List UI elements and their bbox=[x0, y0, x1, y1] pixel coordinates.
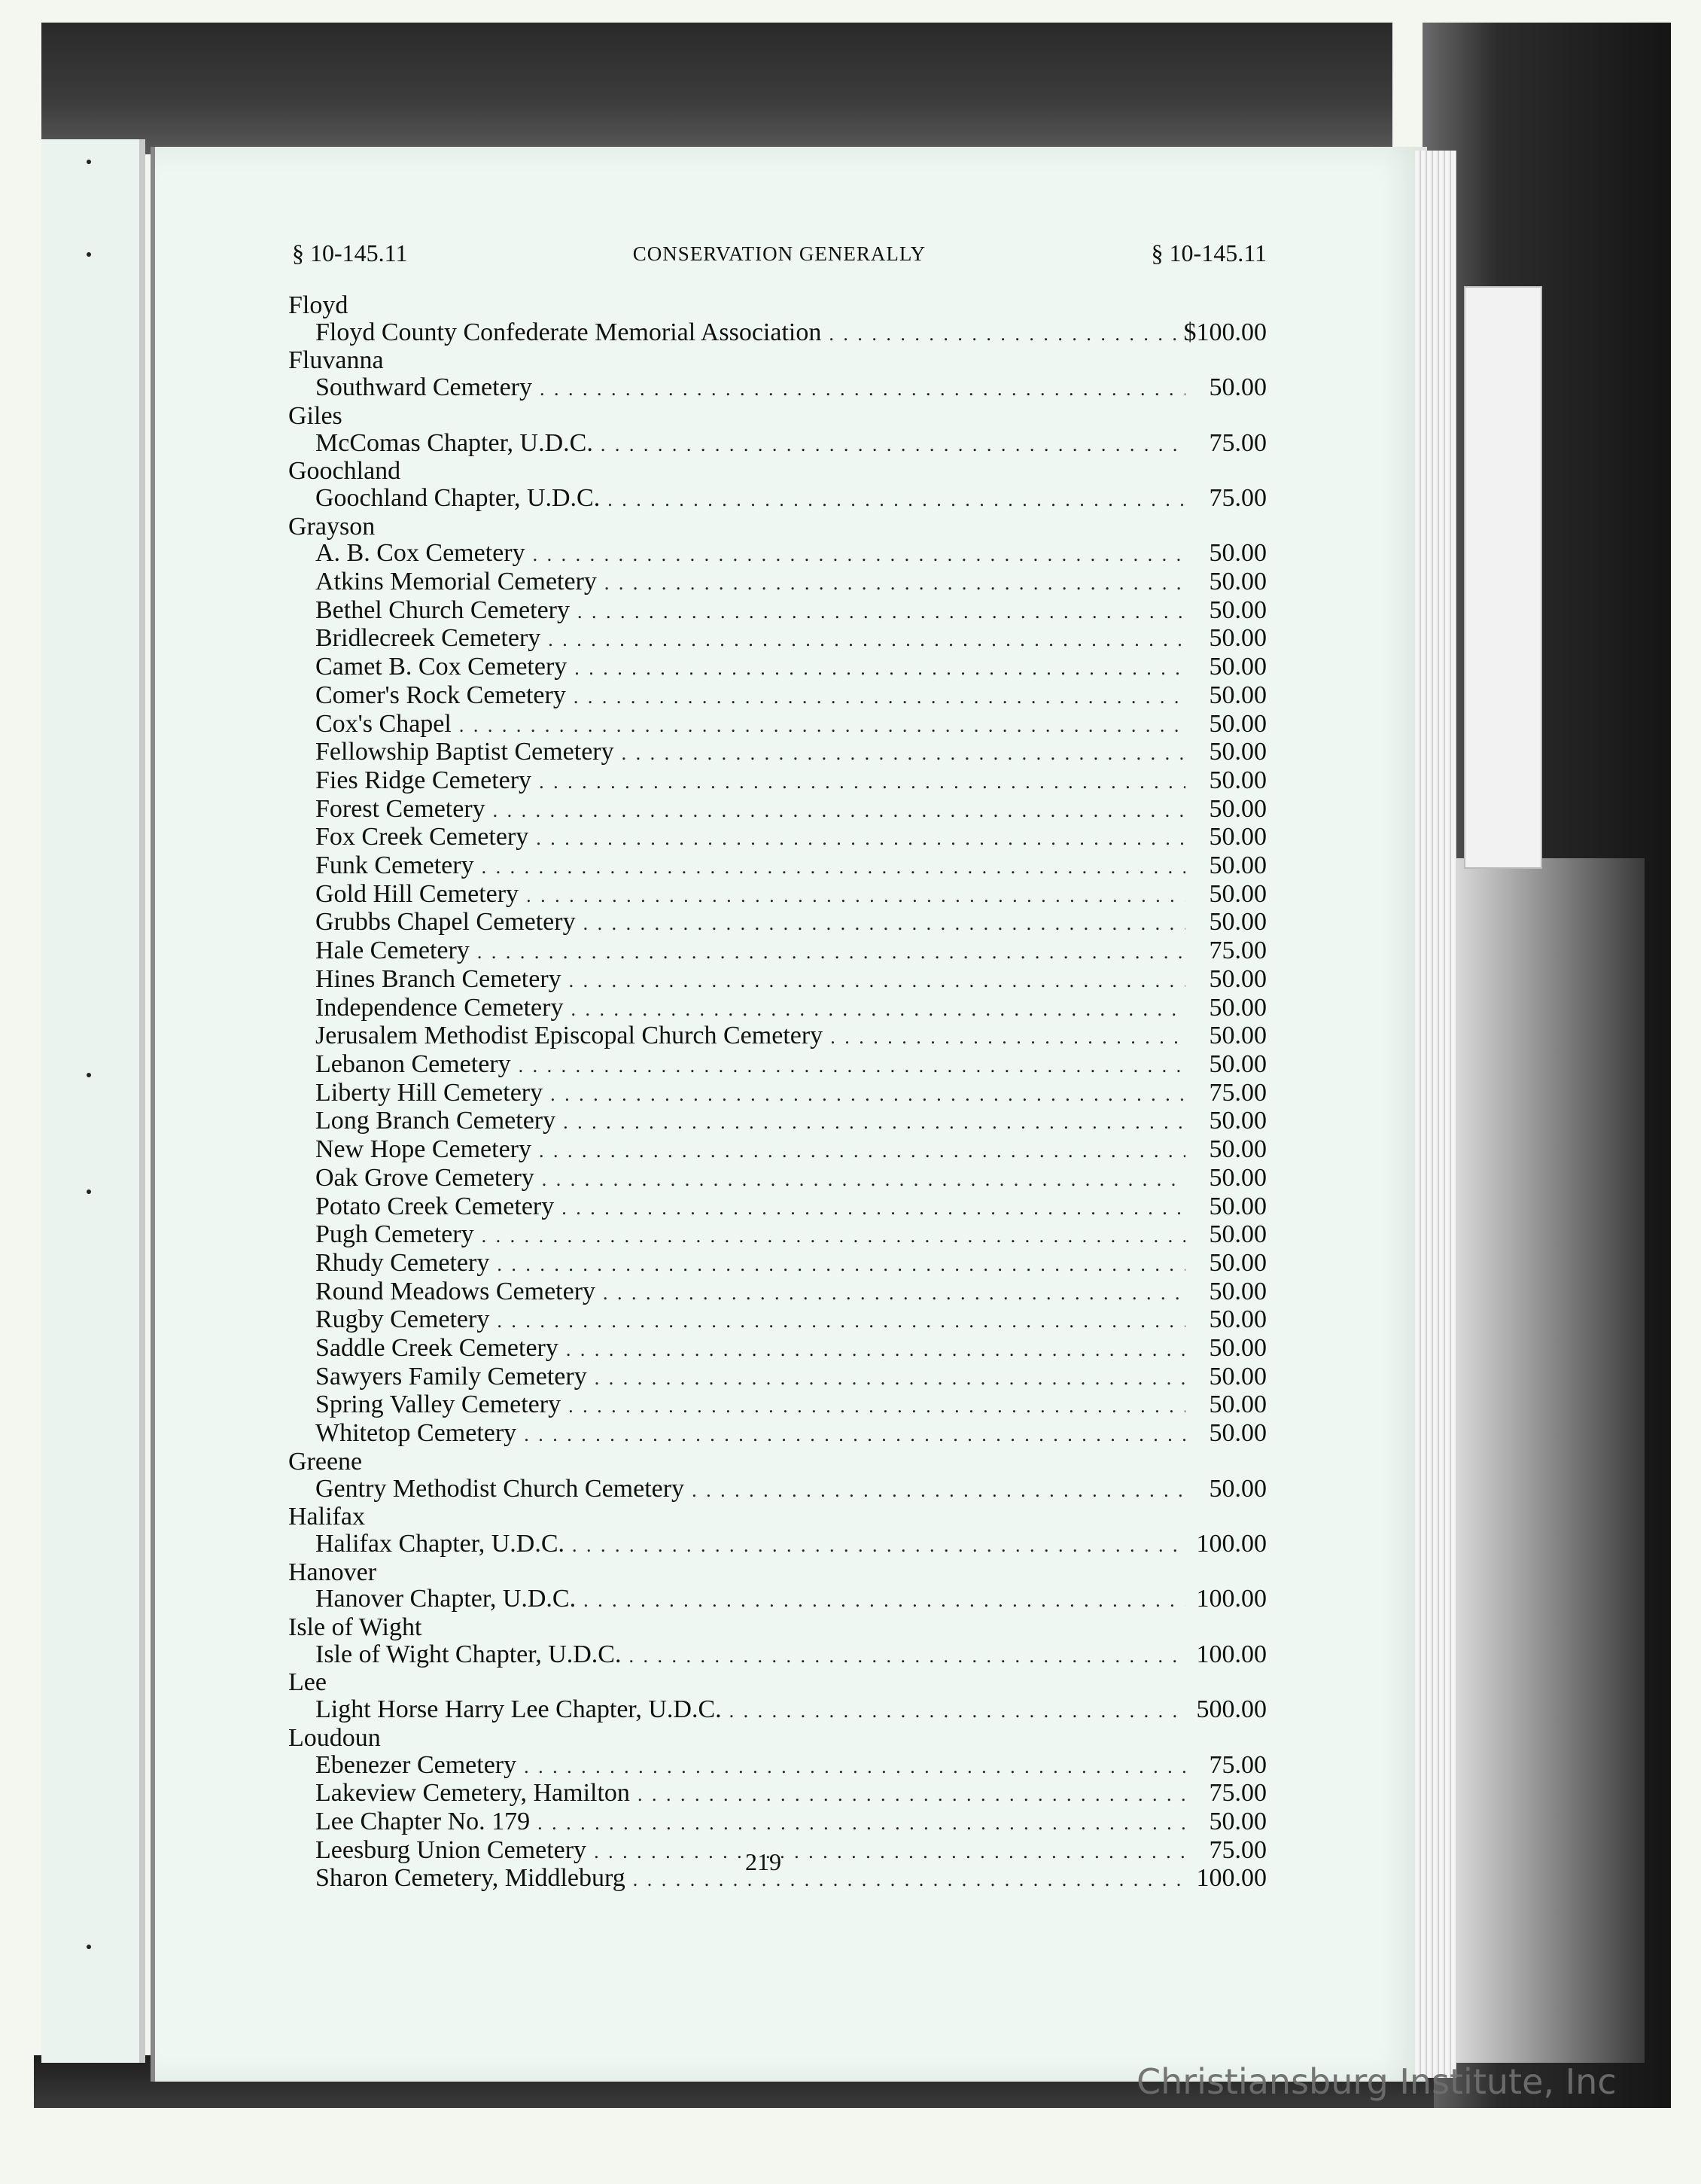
entry-name: McComas Chapter, U.D.C. bbox=[315, 428, 593, 457]
entry-amount: 100.00 bbox=[1196, 1585, 1267, 1613]
dot-leader bbox=[482, 1223, 1185, 1250]
dot-leader bbox=[601, 431, 1185, 458]
entry-name: Light Horse Harry Lee Chapter, U.D.C. bbox=[315, 1695, 722, 1724]
entry-name: Funk Cemetery bbox=[315, 851, 474, 880]
entry-name: Long Branch Cemetery bbox=[315, 1107, 556, 1135]
entry-name: Isle of Wight Chapter, U.D.C. bbox=[315, 1640, 622, 1668]
dot-leader bbox=[482, 854, 1185, 881]
entry-name: Rhudy Cemetery bbox=[315, 1248, 490, 1277]
list-item bbox=[288, 1391, 1267, 1420]
entry-name: Leesburg Union Cemetery bbox=[315, 1835, 587, 1864]
dot-leader bbox=[583, 910, 1185, 937]
entry-name: Sawyers Family Cemetery bbox=[315, 1362, 587, 1391]
entry-name: A. B. Cox Cemetery bbox=[315, 539, 525, 568]
list-item bbox=[288, 430, 1267, 458]
dot-leader bbox=[493, 797, 1185, 824]
dot-leader bbox=[633, 1866, 1185, 1893]
entry-amount: 50.00 bbox=[1209, 1107, 1267, 1135]
entry-name: Cox's Chapel bbox=[315, 709, 452, 738]
entry-name: Fellowship Baptist Cemetery bbox=[315, 738, 614, 766]
dot-leader bbox=[628, 1643, 1185, 1670]
list-item bbox=[288, 1780, 1267, 1808]
binder-hole-2 bbox=[87, 252, 91, 257]
entry-name: Independence Cemetery bbox=[315, 993, 564, 1022]
dot-leader bbox=[568, 1393, 1185, 1420]
list-item bbox=[288, 1335, 1267, 1363]
list-item bbox=[288, 1696, 1267, 1725]
header-title: CONSERVATION GENERALLY bbox=[632, 242, 927, 265]
dot-leader bbox=[519, 1052, 1185, 1080]
entry-amount: 75.00 bbox=[1209, 1835, 1267, 1864]
list-item bbox=[288, 1193, 1267, 1222]
entry-amount: 50.00 bbox=[1209, 794, 1267, 823]
entry-name: Gentry Methodist Church Cemetery bbox=[315, 1474, 685, 1503]
binder-strip bbox=[41, 139, 145, 2063]
entry-name: Saddle Creek Cemetery bbox=[315, 1334, 558, 1363]
entry-name: New Hope Cemetery bbox=[315, 1135, 532, 1164]
dot-leader bbox=[548, 626, 1185, 653]
list-item bbox=[288, 597, 1267, 626]
entry-name: Rugby Cemetery bbox=[315, 1305, 490, 1334]
entry-name: Hanover Chapter, U.D.C. bbox=[315, 1585, 577, 1613]
dot-leader bbox=[607, 486, 1185, 513]
entry-amount: 50.00 bbox=[1209, 1277, 1267, 1305]
county-heading: Lee bbox=[288, 1668, 327, 1697]
binder-hole-3 bbox=[87, 1073, 91, 1077]
dot-leader bbox=[571, 996, 1185, 1023]
dot-leader bbox=[603, 1280, 1185, 1307]
county-heading: Isle of Wight bbox=[288, 1613, 422, 1642]
entry-name: Southward Cemetery bbox=[315, 373, 532, 402]
entry-amount: 50.00 bbox=[1209, 1022, 1267, 1050]
list-item bbox=[288, 1051, 1267, 1080]
entry-amount: 50.00 bbox=[1209, 1419, 1267, 1448]
entry-amount: 50.00 bbox=[1209, 1391, 1267, 1419]
dot-leader bbox=[595, 1365, 1185, 1392]
list-item bbox=[288, 653, 1267, 682]
dot-leader bbox=[526, 882, 1185, 909]
entry-name: Forest Cemetery bbox=[315, 794, 485, 823]
dot-leader bbox=[550, 1081, 1185, 1108]
binder-hole-1 bbox=[87, 160, 91, 164]
dot-leader bbox=[533, 541, 1185, 568]
list-item bbox=[288, 625, 1267, 653]
dot-leader bbox=[574, 684, 1185, 711]
header-section-right: § 10-145.11 bbox=[1151, 239, 1267, 267]
list-item bbox=[288, 796, 1267, 824]
entry-amount: $100.00 bbox=[1183, 318, 1267, 346]
list-item bbox=[288, 1363, 1267, 1392]
entry-name: Jerusalem Methodist Episcopal Church Cemetery bbox=[315, 1022, 823, 1050]
entry-name: Goochland Chapter, U.D.C. bbox=[315, 483, 601, 512]
entry-amount: 75.00 bbox=[1209, 1078, 1267, 1107]
page-stack-edges bbox=[1415, 151, 1456, 2078]
watermark: Christiansburg Institute, Inc bbox=[1137, 2061, 1617, 2102]
binder-hole-4 bbox=[87, 1189, 91, 1194]
entry-amount: 500.00 bbox=[1196, 1695, 1267, 1724]
entry-name: Whitetop Cemetery bbox=[315, 1419, 517, 1448]
county-heading: Goochland bbox=[288, 457, 401, 486]
entry-name: Potato Creek Cemetery bbox=[315, 1192, 555, 1220]
bookmark-tab bbox=[1464, 286, 1542, 869]
entry-name: Comer's Rock Cemetery bbox=[315, 681, 566, 709]
dot-leader bbox=[459, 712, 1185, 739]
dot-leader bbox=[692, 1477, 1185, 1504]
entry-name: Gold Hill Cemetery bbox=[315, 879, 519, 908]
entry-amount: 50.00 bbox=[1209, 823, 1267, 851]
list-item bbox=[288, 711, 1267, 739]
entry-name: Oak Grove Cemetery bbox=[315, 1163, 534, 1192]
list-item bbox=[288, 319, 1267, 348]
entry-amount: 50.00 bbox=[1209, 624, 1267, 653]
dot-leader bbox=[563, 1109, 1185, 1136]
entry-name: Bridlecreek Cemetery bbox=[315, 624, 541, 653]
entry-amount: 50.00 bbox=[1209, 1362, 1267, 1391]
entry-name: Lee Chapter No. 179 bbox=[315, 1807, 531, 1835]
list-item bbox=[288, 1808, 1267, 1837]
entry-amount: 100.00 bbox=[1196, 1864, 1267, 1893]
county-heading: Halifax bbox=[288, 1503, 365, 1531]
entry-amount: 50.00 bbox=[1209, 653, 1267, 681]
county-heading: Greene bbox=[288, 1447, 363, 1476]
county-heading: Fluvanna bbox=[288, 346, 384, 375]
entry-name: Spring Valley Cemetery bbox=[315, 1391, 561, 1419]
list-item bbox=[288, 1306, 1267, 1335]
entry-name: Atkins Memorial Cemetery bbox=[315, 568, 597, 596]
list-item bbox=[288, 1641, 1267, 1670]
entry-amount: 50.00 bbox=[1209, 709, 1267, 738]
list-item bbox=[288, 739, 1267, 767]
entry-name: Fies Ridge Cemetery bbox=[315, 766, 532, 794]
entry-name: Pugh Cemetery bbox=[315, 1220, 474, 1249]
entry-amount: 50.00 bbox=[1209, 1049, 1267, 1078]
entry-amount: 50.00 bbox=[1209, 879, 1267, 908]
dot-leader bbox=[622, 740, 1185, 767]
entry-amount: 50.00 bbox=[1209, 595, 1267, 624]
entry-amount: 50.00 bbox=[1209, 851, 1267, 880]
list-item bbox=[288, 767, 1267, 796]
dot-leader bbox=[477, 939, 1185, 966]
county-heading: Grayson bbox=[288, 512, 376, 541]
entry-amount: 50.00 bbox=[1209, 1807, 1267, 1835]
entry-amount: 50.00 bbox=[1209, 1163, 1267, 1192]
list-item bbox=[288, 374, 1267, 403]
list-item bbox=[288, 1221, 1267, 1250]
list-item bbox=[288, 1585, 1267, 1614]
dot-leader bbox=[572, 1532, 1185, 1559]
list-item bbox=[288, 1022, 1267, 1051]
dot-leader bbox=[574, 655, 1185, 682]
dot-leader bbox=[537, 1810, 1185, 1837]
entry-name: Sharon Cemetery, Middleburg bbox=[315, 1864, 625, 1893]
entry-name: Fox Creek Cemetery bbox=[315, 823, 529, 851]
dot-leader bbox=[524, 1753, 1185, 1780]
entry-amount: 50.00 bbox=[1209, 766, 1267, 794]
dot-leader bbox=[594, 1838, 1185, 1866]
entry-amount: 50.00 bbox=[1209, 373, 1267, 402]
binder-hole-5 bbox=[87, 1945, 91, 1949]
list-item bbox=[288, 1752, 1267, 1780]
dot-leader bbox=[539, 1138, 1185, 1165]
list-item bbox=[288, 568, 1267, 597]
entry-name: Hale Cemetery bbox=[315, 937, 470, 965]
entry-amount: 50.00 bbox=[1209, 681, 1267, 709]
dot-leader bbox=[540, 376, 1185, 403]
dot-leader bbox=[604, 570, 1185, 597]
appropriations-list bbox=[288, 292, 1267, 1893]
list-item bbox=[288, 995, 1267, 1023]
dot-leader bbox=[497, 1308, 1185, 1335]
county-heading: Floyd bbox=[288, 291, 348, 319]
entry-name: Camet B. Cox Cemetery bbox=[315, 653, 568, 681]
dot-leader bbox=[566, 1336, 1185, 1363]
entry-amount: 75.00 bbox=[1209, 1779, 1267, 1808]
header-section-left: § 10-145.11 bbox=[292, 239, 408, 267]
entry-amount: 50.00 bbox=[1209, 1220, 1267, 1249]
entry-amount: 50.00 bbox=[1209, 964, 1267, 993]
list-item bbox=[288, 1476, 1267, 1504]
dot-leader bbox=[569, 967, 1185, 995]
county-heading: Giles bbox=[288, 401, 342, 430]
entry-amount: 100.00 bbox=[1196, 1529, 1267, 1558]
list-item bbox=[288, 485, 1267, 513]
dot-leader bbox=[497, 1251, 1185, 1278]
list-item bbox=[288, 824, 1267, 852]
entry-amount: 100.00 bbox=[1196, 1640, 1267, 1668]
entry-name: Grubbs Chapel Cemetery bbox=[315, 908, 576, 937]
list-item bbox=[288, 1107, 1267, 1136]
entry-amount: 50.00 bbox=[1209, 568, 1267, 596]
list-item bbox=[288, 966, 1267, 995]
list-item bbox=[288, 1165, 1267, 1193]
dot-leader bbox=[539, 769, 1185, 796]
dot-leader bbox=[729, 1698, 1185, 1725]
entry-name: Floyd County Confederate Memorial Association bbox=[315, 318, 822, 346]
entry-amount: 50.00 bbox=[1209, 908, 1267, 937]
running-header bbox=[292, 239, 1267, 270]
list-item bbox=[288, 682, 1267, 711]
entry-amount: 50.00 bbox=[1209, 1334, 1267, 1363]
entry-name: Bethel Church Cemetery bbox=[315, 595, 571, 624]
entry-amount: 75.00 bbox=[1209, 428, 1267, 457]
list-item bbox=[288, 881, 1267, 909]
list-item bbox=[288, 1080, 1267, 1108]
dot-leader bbox=[561, 1195, 1185, 1222]
entry-name: Hines Branch Cemetery bbox=[315, 964, 561, 993]
entry-name: Round Meadows Cemetery bbox=[315, 1277, 596, 1305]
entry-name: Halifax Chapter, U.D.C. bbox=[315, 1529, 565, 1558]
entry-name: Lakeview Cemetery, Hamilton bbox=[315, 1779, 630, 1808]
entry-amount: 50.00 bbox=[1209, 993, 1267, 1022]
entry-amount: 50.00 bbox=[1209, 539, 1267, 568]
entry-amount: 50.00 bbox=[1209, 1135, 1267, 1164]
dot-leader bbox=[524, 1421, 1185, 1448]
list-item bbox=[288, 937, 1267, 966]
list-item bbox=[288, 1531, 1267, 1559]
list-item bbox=[288, 1278, 1267, 1307]
entry-name: Lebanon Cemetery bbox=[315, 1049, 511, 1078]
entry-amount: 50.00 bbox=[1209, 1248, 1267, 1277]
entry-amount: 50.00 bbox=[1209, 1474, 1267, 1503]
entry-name: Ebenezer Cemetery bbox=[315, 1750, 517, 1779]
list-item bbox=[288, 909, 1267, 937]
entry-amount: 75.00 bbox=[1209, 1750, 1267, 1779]
entry-amount: 50.00 bbox=[1209, 1192, 1267, 1220]
dot-leader bbox=[829, 321, 1177, 348]
entry-name: Liberty Hill Cemetery bbox=[315, 1078, 543, 1107]
list-item bbox=[288, 1420, 1267, 1448]
list-item bbox=[288, 852, 1267, 881]
entry-amount: 75.00 bbox=[1209, 483, 1267, 512]
dot-leader bbox=[637, 1781, 1185, 1808]
county-heading: Hanover bbox=[288, 1558, 377, 1586]
county-heading: Loudoun bbox=[288, 1723, 381, 1752]
page-number: 219 bbox=[745, 1848, 781, 1875]
entry-amount: 50.00 bbox=[1209, 1305, 1267, 1334]
dot-leader bbox=[577, 599, 1185, 626]
scan-background-top bbox=[41, 23, 1392, 154]
entry-amount: 75.00 bbox=[1209, 937, 1267, 965]
dot-leader bbox=[542, 1166, 1185, 1193]
entry-amount: 50.00 bbox=[1209, 738, 1267, 766]
list-item bbox=[288, 540, 1267, 568]
dot-leader bbox=[536, 825, 1185, 852]
list-item bbox=[288, 1250, 1267, 1278]
dot-leader bbox=[830, 1024, 1185, 1051]
scan-shadow-right bbox=[1456, 858, 1645, 2063]
dot-leader bbox=[583, 1587, 1185, 1614]
list-item bbox=[288, 1136, 1267, 1165]
